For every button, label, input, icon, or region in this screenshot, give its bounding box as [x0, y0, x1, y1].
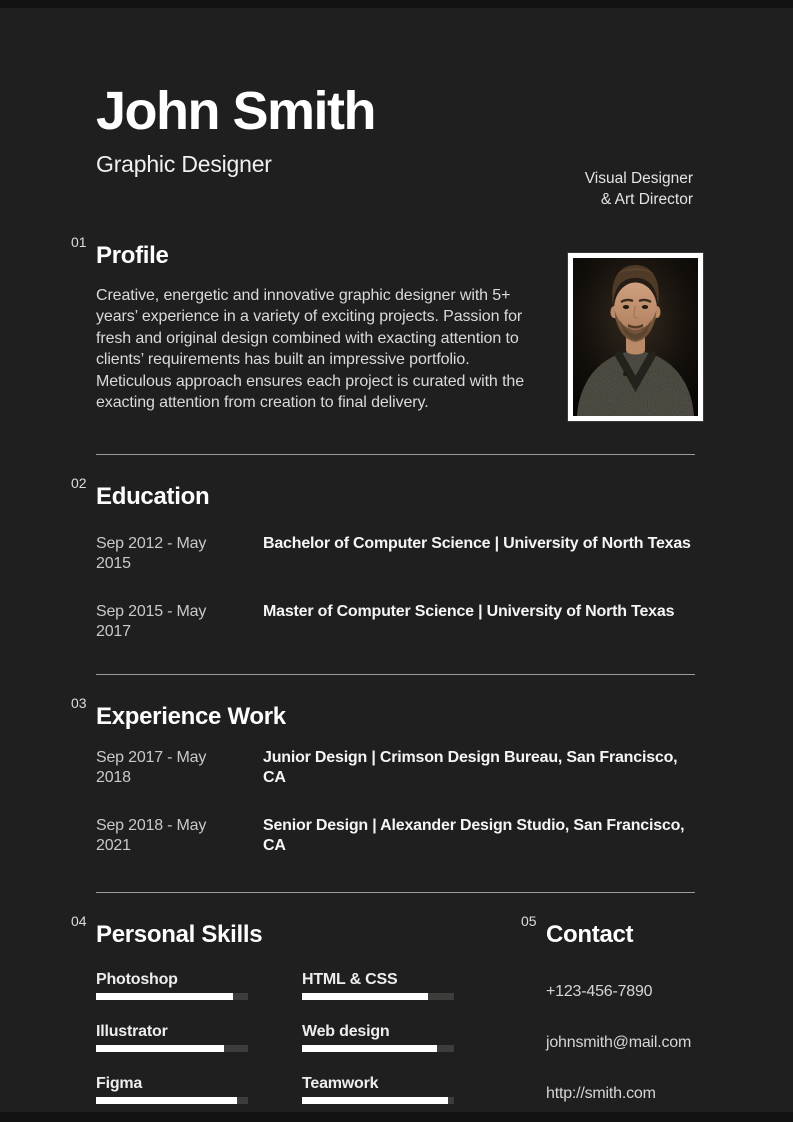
experience-item — [96, 816, 695, 856]
experience-dates: Sep 2017 - May 2018 — [96, 748, 207, 786]
education-item — [96, 534, 695, 574]
divider — [96, 454, 695, 455]
skill-bar — [302, 1097, 454, 1104]
skill-label: Illustrator — [96, 1022, 168, 1040]
section-profile — [71, 233, 695, 414]
section-number: 05 — [521, 912, 537, 929]
skill-bar-fill — [302, 1097, 448, 1104]
education-description: Master of Computer Science | University of North Texas — [263, 602, 675, 620]
section-number: 04 — [71, 912, 87, 929]
contact-list — [546, 982, 695, 1104]
person-name: John Smith — [96, 81, 375, 141]
education-item — [96, 602, 695, 642]
skill-label: Figma — [96, 1074, 143, 1092]
skill-bar — [96, 1045, 248, 1052]
profile-photo — [568, 253, 703, 421]
skill-bar — [96, 993, 248, 1000]
skill-bar-fill — [96, 1097, 237, 1104]
education-dates: Sep 2015 - May 2017 — [96, 602, 207, 640]
experience-description: Junior Design | Crimson Design Bureau, San Francisco, CA — [263, 748, 678, 786]
skill-item — [302, 1074, 454, 1104]
section-title: Education — [96, 482, 210, 510]
contact-heading — [521, 912, 695, 950]
section-title: Profile — [96, 241, 169, 269]
tagline-line-1: Visual Designer — [584, 170, 693, 187]
skill-item — [96, 970, 248, 1000]
bottom-columns — [71, 912, 695, 1122]
tagline-line-2: & Art Director — [600, 191, 693, 208]
divider — [96, 674, 695, 675]
experience-item — [96, 748, 695, 788]
section-title: Contact — [546, 920, 634, 948]
divider — [96, 892, 695, 893]
education-description: Bachelor of Computer Science | University of North Texas — [263, 534, 691, 552]
section-contact — [521, 912, 695, 1122]
skill-label: Photoshop — [96, 970, 178, 988]
skills-heading — [71, 912, 456, 950]
person-role: Graphic Designer — [96, 150, 272, 177]
experience-description: Senior Design | Alexander Design Studio, San Francisco, CA — [263, 816, 685, 854]
skill-bar-fill — [302, 1045, 437, 1052]
tagline — [585, 168, 693, 210]
skill-bar-fill — [96, 1045, 224, 1052]
skill-bar — [96, 1097, 248, 1104]
section-title: Personal Skills — [96, 920, 263, 948]
skill-bar — [302, 993, 454, 1000]
contact-email: johnsmith@mail.com — [546, 1033, 692, 1051]
skill-item — [96, 1074, 248, 1104]
skill-item — [302, 970, 454, 1000]
section-number: 02 — [71, 474, 87, 491]
portrait-image — [573, 258, 698, 416]
experience-heading — [71, 694, 695, 732]
skill-item — [302, 1022, 454, 1052]
section-experience — [71, 694, 695, 856]
section-education — [71, 474, 695, 642]
header — [96, 0, 695, 208]
skill-bar — [302, 1045, 454, 1052]
profile-text: Creative, energetic and innovative graphic designer with 5+ years’ experience in a variety of exciting projects. Passion for fresh and original design combined with exacting attention to clients’ requirements has built an impressive portfolio. Meticulous approach ensures each project is curated with the exacting attention from creation to final delivery. — [96, 286, 525, 412]
skill-bar-fill — [302, 993, 428, 1000]
section-skills — [71, 912, 456, 1122]
skill-bar-fill — [96, 993, 233, 1000]
experience-dates: Sep 2018 - May 2021 — [96, 816, 207, 854]
skills-grid — [96, 970, 456, 1104]
education-heading — [71, 474, 695, 512]
skill-label: Web design — [302, 1022, 390, 1040]
skill-label: Teamwork — [302, 1074, 379, 1092]
contact-website: http://smith.com — [546, 1084, 656, 1102]
contact-phone: +123-456-7890 — [546, 982, 653, 1000]
section-number: 03 — [71, 694, 87, 711]
section-number: 01 — [71, 233, 87, 250]
education-dates: Sep 2012 - May 2015 — [96, 534, 207, 572]
section-title: Experience Work — [96, 702, 286, 730]
skill-item — [96, 1022, 248, 1052]
skill-label: HTML & CSS — [302, 970, 398, 988]
